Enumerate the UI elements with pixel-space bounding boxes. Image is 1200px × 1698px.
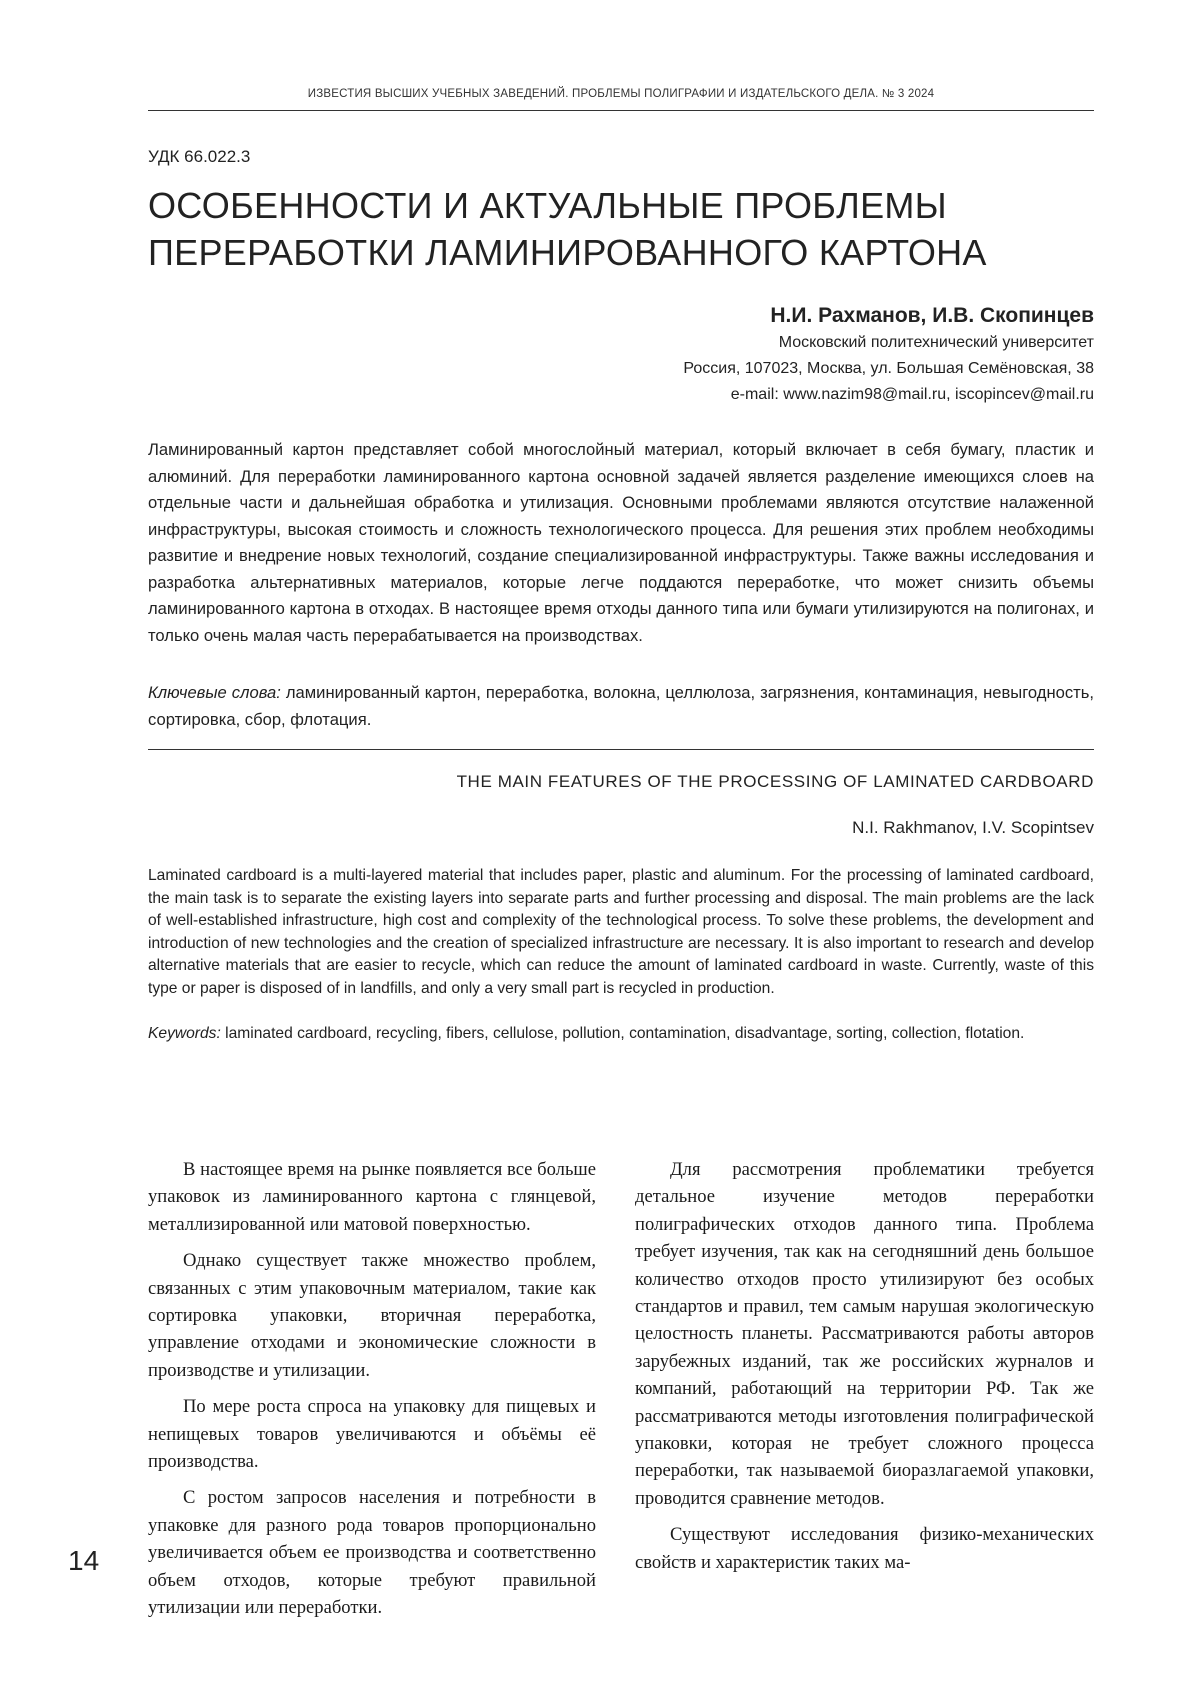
udk-code: УДК 66.022.3 bbox=[148, 147, 251, 166]
keywords-ru bbox=[148, 680, 1094, 733]
email: e-mail: www.nazim98@mail.ru, iscopincev@mail.ru bbox=[730, 386, 1094, 403]
body-column-right bbox=[635, 1156, 1094, 1585]
body-paragraph: В настоящее время на рынке появляется все больше упаковок из ламинированного картона с глянцевой, металлизированной или матовой поверхностью. bbox=[148, 1159, 596, 1235]
keywords-ru-label: Ключевые слова: bbox=[148, 683, 281, 702]
body-paragraph: Однако существует также множество проблем, связанных с этим упаковочным материалом, такие как сортировка упаковки, вторичная переработка, управление отходами и экономические сложности в производстве и утилизации. bbox=[148, 1250, 596, 1381]
keywords-en-list: laminated cardboard, recycling, fibers, cellulose, pollution, contamination, disadvantage, sorting, collection, flotation. bbox=[225, 1025, 1025, 1042]
author-info bbox=[394, 302, 1094, 408]
article-title bbox=[148, 182, 1094, 276]
authors: Н.И. Рахманов, И.В. Скопинцев bbox=[770, 304, 1094, 327]
address: Россия, 107023, Москва, ул. Большая Семёновская, 38 bbox=[683, 360, 1094, 377]
keywords-en bbox=[148, 1023, 1094, 1046]
page-number: 14 bbox=[68, 1545, 100, 1576]
abstract-en: Laminated cardboard is a multi-layered material that includes paper, plastic and aluminum. For the processing of laminated cardboard, the main task is to separate the existing layers into separate parts and further processing and disposal. The main problems are the lack of well-established infrastructure, high cost and complexity of the technological process. To solve these problems, the development and introduction of new technologies and the creation of specialized infrastructure are necessary. It is also important to research and develop alternative materials that are easier to recycle, which can reduce the amount of laminated cardboard in waste. Currently, waste of this type or paper is disposed of in landfills, and only a very small part is recycled in production. bbox=[148, 867, 1094, 997]
english-authors: N.I. Rakhmanov, I.V. Scopintsev bbox=[852, 818, 1094, 837]
header-divider bbox=[148, 110, 1094, 111]
body-paragraph: С ростом запросов населения и потребности в упаковке для разного рода товаров пропорционально увеличивается объем ее производства и соответственно объем отходов, которые требуют правильной утилизации или переработки. bbox=[148, 1487, 596, 1619]
article-title-line-1: ОСОБЕННОСТИ И АКТУАЛЬНЫЕ ПРОБЛЕМЫ bbox=[148, 185, 947, 226]
body-column-left bbox=[148, 1156, 596, 1631]
section-divider bbox=[148, 749, 1094, 750]
affiliation: Московский политехнический университет bbox=[778, 334, 1094, 351]
abstract-ru: Ламинированный картон представляет собой многослойный материал, который включает в себя бумагу, пластик и алюминий. Для переработки ламинированного картона основной задачей является разделение имеющихся слоев на отдельные части и дальнейшая обработка и утилизация. Основными проблемами являются отсутствие налаженной инфраструктуры, высокая стоимость и сложность технологического процесса. Для решения этих проблем необходимы развитие и внедрение новых технологий, создание специализированной инфраструктуры. Также важны исследования и разработка альтернативных материалов, которые легче поддаются переработке, что может снизить объемы ламинированного картона в отходах. В настоящее время отходы данного типа или бумаги утилизируются на полигонах, и только очень малая часть перерабатывается на производствах. bbox=[148, 440, 1094, 645]
keywords-en-label: Keywords: bbox=[148, 1025, 221, 1042]
article-title-line-2: ПЕРЕРАБОТКИ ЛАМИНИРОВАННОГО КАРТОНА bbox=[148, 232, 987, 273]
body-paragraph: Для рассмотрения проблематики требуется детальное изучение методов переработки полиграфических отходов данного типа. Проблема требует изучения, так как на сегодняшний день большое количество отходов просто утилизируют без особых стандартов и правил, тем самым нарушая экологическую целостность планеты. Рассматриваются работы авторов зарубежных изданий, так же российских журналов и компаний, работающий на территории РФ. Так же рассматриваются методы изготовления полиграфической упаковки, которая не требует сложного процесса переработки, так называемой биоразлагаемой упаковки, проводится сравнение методов. bbox=[635, 1159, 1094, 1509]
english-title: THE MAIN FEATURES OF THE PROCESSING OF LAMINATED CARDBOARD bbox=[456, 772, 1094, 791]
running-head: ИЗВЕСТИЯ ВЫСШИХ УЧЕБНЫХ ЗАВЕДЕНИЙ. ПРОБЛЕМЫ ПОЛИГРАФИИ И ИЗДАТЕЛЬСКОГО ДЕЛА. № 3 2024 bbox=[307, 88, 935, 100]
body-paragraph: Существуют исследования физико-механических свойств и характеристик таких ма- bbox=[635, 1524, 1094, 1573]
body-paragraph: По мере роста спроса на упаковку для пищевых и непищевых товаров увеличиваются и объёмы её производства. bbox=[148, 1396, 596, 1473]
keywords-ru-list: ламинированный картон, переработка, волокна, целлюлоза, загрязнения, контаминация, невыгодность, сортировка, сбор, флотация. bbox=[148, 683, 1094, 729]
